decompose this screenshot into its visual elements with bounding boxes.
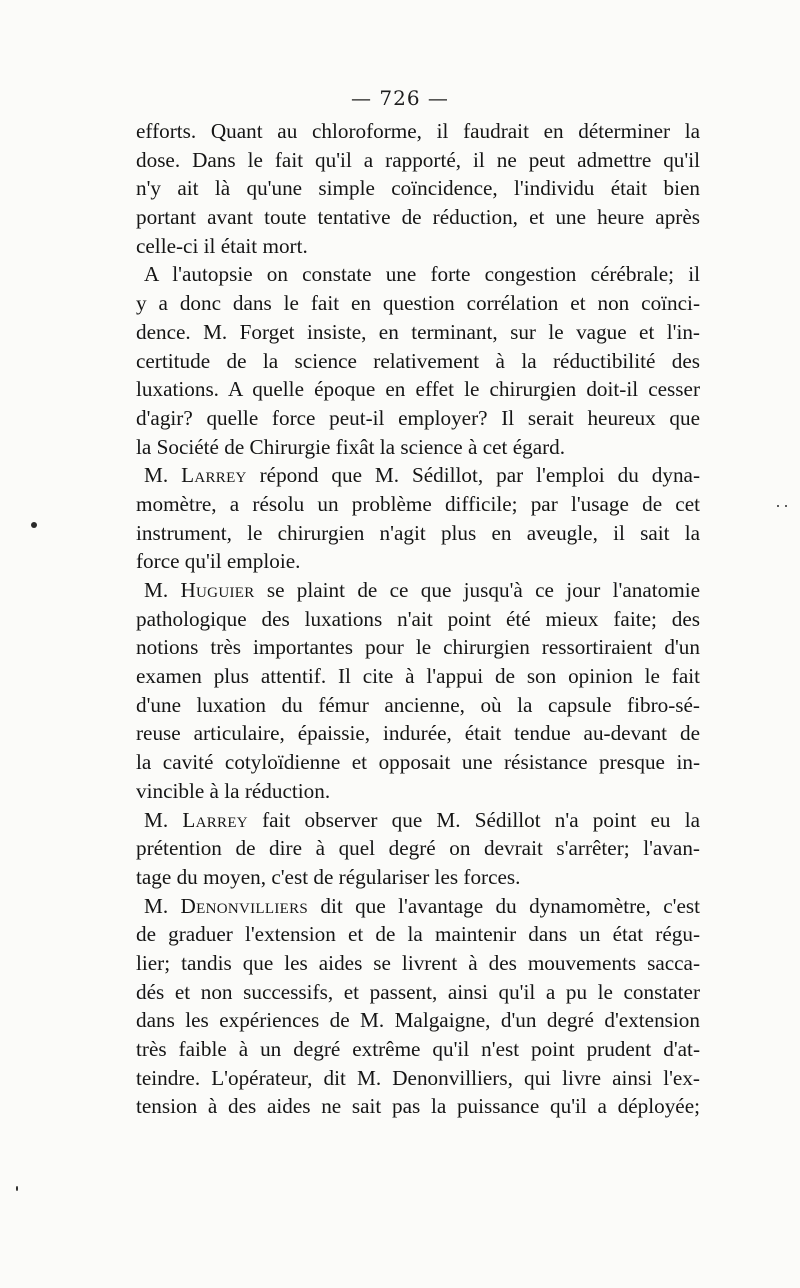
text-line: celle-ci il était mort.: [136, 233, 308, 258]
text-line: notions très importantes pour le chirurgien ressortiraient d'un: [136, 635, 700, 660]
text-line: instrument, le chirurgien n'agit plus en aveugle, il sait la: [136, 520, 700, 545]
speaker-name: Denonvilliers: [180, 893, 309, 918]
ink-speck: [16, 1186, 18, 1191]
text-line: vincible à la réduction.: [136, 778, 331, 803]
text-line: examen plus attentif. Il cite à l'appui de son opinion le fait: [136, 664, 700, 689]
text-line: A l'autopsie on constate une forte congestion cérébrale; il: [144, 262, 700, 287]
text-line: d'une luxation du fémur ancienne, où la capsule fibro-sé-: [136, 692, 700, 717]
text-line: prétention de dire à quel degré on devrait s'arrêter; l'avan-: [136, 836, 700, 861]
ink-speck: [785, 505, 787, 507]
text-line: y a donc dans le fait en question corrélation et non coïnci-: [136, 291, 700, 316]
text-line: dose. Dans le fait qu'il a rapporté, il ne peut admettre qu'il: [136, 147, 700, 172]
text-line: luxations. A quelle époque en effet le chirurgien doit-il cesser: [136, 377, 700, 402]
text-line: [136, 806, 700, 835]
line-prefix: M.: [144, 893, 181, 918]
text-line: pathologique des luxations n'ait point été mieux faite; des: [136, 606, 700, 631]
speaker-name: Huguier: [180, 578, 255, 602]
line-prefix: M.: [144, 463, 182, 488]
line-rest: répond que M. Sédillot, par l'emploi du dyna-: [246, 463, 700, 488]
text-line: reuse articulaire, épaissie, indurée, était tendue au-devant de: [136, 721, 700, 746]
line-rest: se plaint de ce que jusqu'à ce jour l'anatomie: [254, 578, 700, 602]
speaker-name: Larrey: [182, 807, 248, 832]
ink-speck: [31, 522, 37, 528]
text-line: la Société de Chirurgie fixât la science à cet égard.: [136, 434, 566, 459]
line-rest: dit que l'avantage du dynamomètre, c'est: [308, 893, 700, 918]
text-line: d'agir? quelle force peut-il employer? Il serait heureux que: [136, 405, 700, 430]
text-line: lier; tandis que les aides se livrent à des mouvements sacca-: [136, 950, 700, 975]
text-line: teindre. L'opérateur, dit M. Denonvilliers, qui livre ainsi l'ex-: [136, 1065, 700, 1090]
line-prefix: M.: [144, 578, 181, 602]
page-number: — 726 —: [351, 86, 449, 110]
text-line: n'y ait là qu'une simple coïncidence, l'individu était bien: [136, 176, 700, 201]
text-line: certitude de la science relativement à la réductibilité des: [136, 348, 700, 373]
text-line: [136, 461, 700, 490]
text-line: efforts. Quant au chloroforme, il faudrait en déterminer la: [136, 119, 700, 143]
text-line: [136, 892, 700, 921]
text-line: tage du moyen, c'est de régulariser les forces.: [136, 864, 521, 889]
text-line: la cavité cotyloïdienne et opposait une résistance presque in-: [136, 750, 700, 775]
text-line: momètre, a résolu un problème difficile; par l'usage de cet: [136, 491, 700, 516]
ink-speck: [777, 505, 779, 507]
text-line: portant avant toute tentative de réduction, et une heure après: [136, 205, 700, 230]
line-prefix: M.: [144, 807, 183, 832]
text-line: force qu'il emploie.: [136, 549, 301, 574]
text-line: très faible à un degré extrême qu'il n'est point prudent d'at-: [136, 1037, 700, 1061]
speaker-name: Larrey: [181, 463, 247, 488]
text-line: dans les expériences de M. Malgaigne, d'un degré d'extension: [136, 1008, 700, 1033]
text-line: tension à des aides ne sait pas la puissance qu'il a déployée;: [136, 1094, 700, 1119]
line-rest: fait observer que M. Sédillot n'a point eu la: [247, 807, 700, 832]
text-line: dence. M. Forget insiste, en terminant, sur le vague et l'in-: [136, 319, 700, 344]
text-line: de graduer l'extension et de la maintenir dans un état régu-: [136, 922, 700, 947]
text-line: [136, 576, 700, 605]
text-line: dés et non successifs, et passent, ainsi qu'il a pu le constater: [136, 979, 700, 1004]
body-text: [136, 117, 700, 1121]
